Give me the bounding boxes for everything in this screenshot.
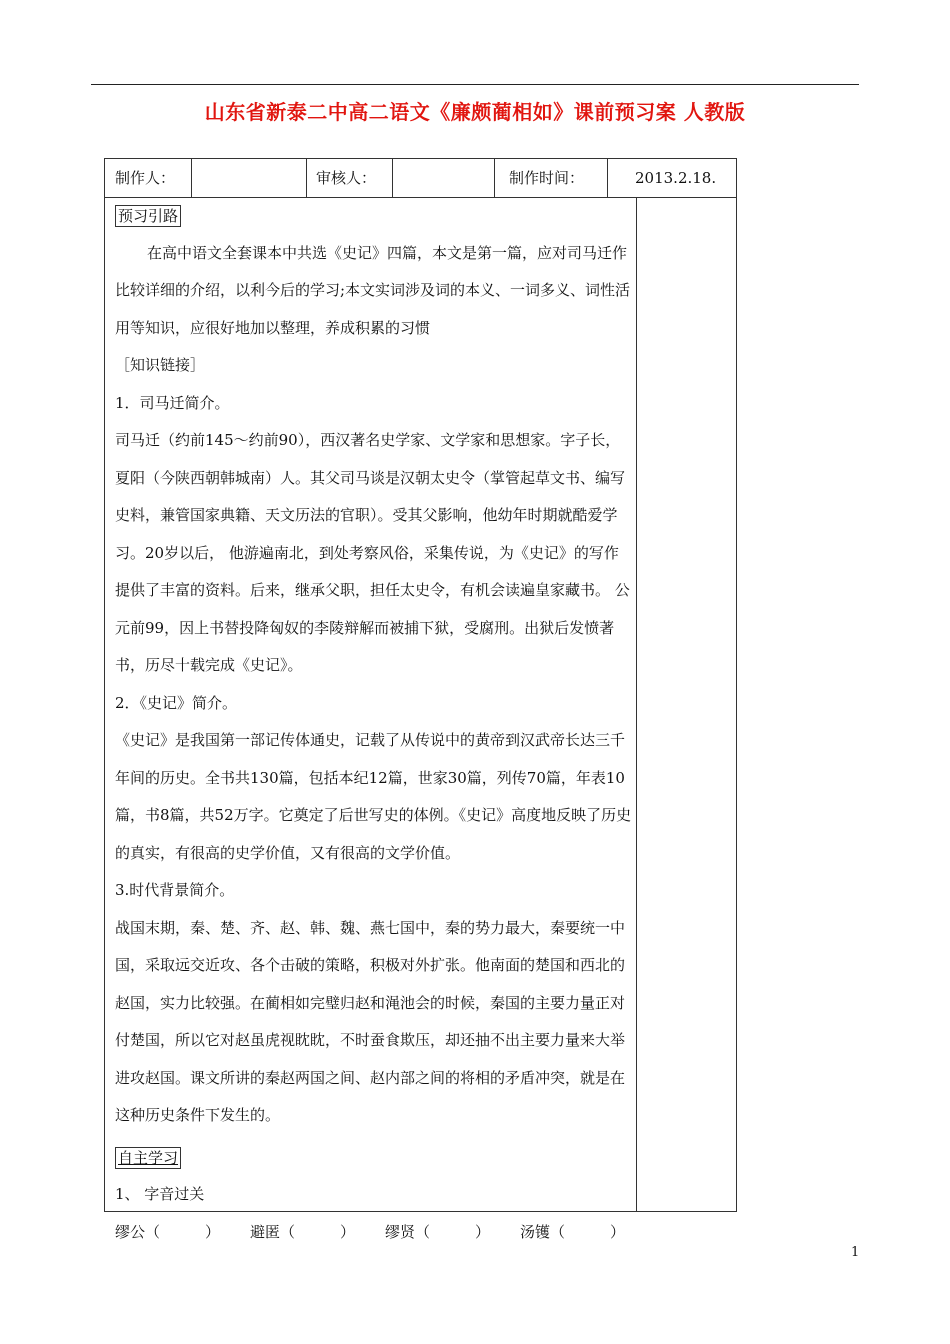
item-body: 战国末期，秦、楚、齐、赵、韩、魏、燕七国中，秦的势力最大，秦要统一中国，采取远交近攻、各个击破的策略，积极对外扩张。他南面的楚国和西北的赵国，实力比较强。在蔺相如完璧归赵和渑池会的时候，秦国的主要力量正对付楚国，所以它对赵虽虎视眈眈，不时蚕食欺压，却还抽不出主要力量来大举进攻赵国。课文所讲的秦赵两国之间、赵内部之间的将相的矛盾冲突，就是在这种历史条件下发生的。 — [115, 918, 626, 1124]
column-divider — [392, 159, 393, 197]
maker-value — [197, 159, 297, 197]
page-number: 1 — [851, 1245, 860, 1260]
column-divider — [191, 159, 192, 197]
item-body: 司马迁（约前145～约前90），西汉著名史学家、文学家和思想家。字子长，夏阳（今陕西朝韩城南）人。其父司马谈是汉朝太史令（掌管起草文书、编写史料，兼管国家典籍、天文历法的官职）。受其父影响，他幼年时期就酷爱学习。20岁以后， 他游遍南北，到处考察风俗，采集传说，为《史记》的写作提供了丰富的资料。后来，继承父职，担任太史令，有机会读遍皇家藏书。 公元前99，因上书替投降匈奴的李陵辩解而被捕下狱，受腐刑。出狱后发愤著书，历尽十载完成《史记》。 — [115, 431, 630, 674]
right-column-divider — [636, 197, 637, 1211]
document-title: 山东省新泰二中高二语文《廉颇蔺相如》课前预习案 人教版 — [204, 100, 746, 124]
column-divider — [306, 159, 307, 197]
column-divider — [494, 159, 495, 197]
knowledge-heading: ［知识链接］ — [115, 356, 206, 374]
pronunciation-item: 缪公（ ） — [115, 1222, 221, 1241]
reviewer-value — [398, 159, 488, 197]
header-row — [105, 159, 736, 198]
item-title: 2．《史记》简介。 — [115, 693, 238, 712]
pronunciation-row — [115, 1214, 625, 1252]
pronunciation-item: 避匿（ ） — [249, 1222, 355, 1241]
question-title: 1、 字音过关 — [115, 1185, 205, 1203]
reviewer-label: 审核人： — [316, 169, 377, 187]
top-rule — [91, 84, 859, 85]
content-cell — [115, 197, 633, 1251]
time-value: 2013.2.18. — [635, 169, 717, 187]
section-heading-self-study: 自主学习 — [115, 1147, 181, 1169]
maker-label: 制作人： — [115, 169, 176, 187]
preview-table — [104, 158, 737, 1241]
time-label: 制作时间： — [509, 169, 585, 187]
item-title: 1．司马迁简介。 — [115, 393, 230, 412]
section-heading-preview: 预习引路 — [115, 205, 181, 227]
item-title: 3.时代背景简介。 — [115, 881, 235, 899]
pronunciation-item: 汤镬（ ） — [519, 1222, 625, 1241]
pronunciation-item: 缪贤（ ） — [384, 1222, 490, 1241]
column-divider — [607, 159, 608, 197]
preview-intro: 在高中语文全套课本中共选《史记》四篇，本文是第一篇，应对司马迁作比较详细的介绍，以利今后的学习;本文实词涉及词的本义、一词多义、词性活用等知识，应很好地加以整理，养成积累的习惯 — [115, 243, 631, 337]
item-body: 《史记》是我国第一部记传体通史，记载了从传说中的黄帝到汉武帝长达三千年间的历史。全书共130篇，包括本纪12篇，世家30篇，列传70篇，年表10篇，书8篇，共52万字。它奠定了后世写史的体例。《史记》高度地反映了历史的真实，有很高的史学价值，又有很高的文学价值。 — [115, 731, 632, 862]
